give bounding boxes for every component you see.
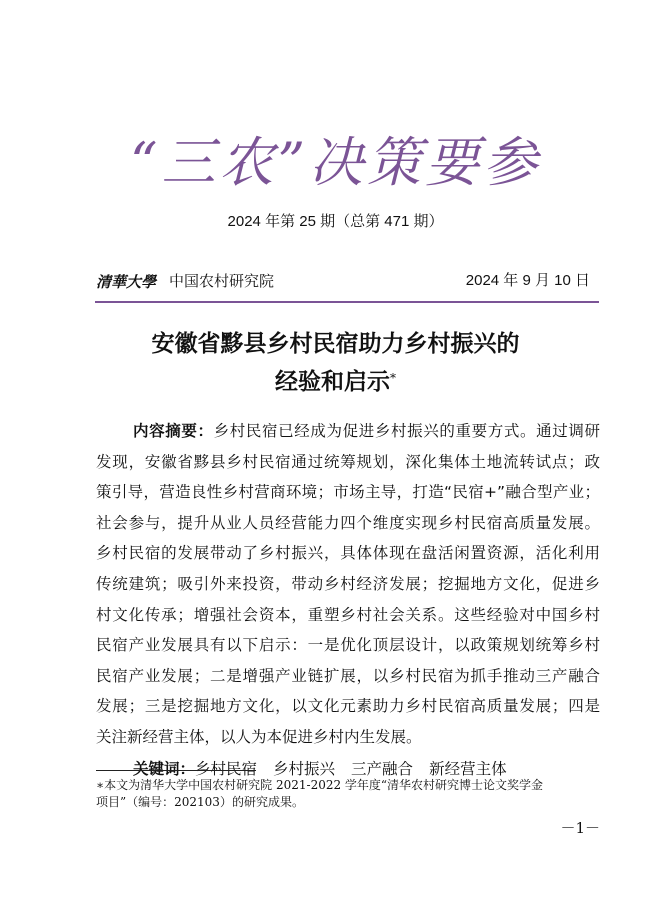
keyword-item: 三产融合: [351, 759, 414, 778]
keyword-item: 乡村振兴: [273, 759, 336, 778]
tsinghua-logo: [95, 269, 161, 293]
footnote-divider: [96, 770, 256, 771]
keywords-label: 关键词：: [133, 759, 196, 778]
keyword-item: 新经营主体: [429, 759, 507, 778]
abstract-line: 发展；三是挖掘地方文化，以文化元素助力乡村民宿高质量发展；四是: [96, 697, 600, 716]
abstract-line: 村文化传承；增强社会资本，重塑乡村社会关系。这些经验对中国乡村: [96, 605, 600, 624]
abstract-line: 关注新经营主体，以人为本促进乡村内生发展。: [96, 728, 422, 746]
abstract-line: 传统建筑；吸引外来投资，带动乡村经济发展；挖掘地方文化，促进乡: [96, 575, 600, 593]
footnote-marker: *: [390, 371, 396, 385]
abstract-text: 乡村民宿已经成为促进乡村振兴的重要方式。通过调研: [213, 422, 600, 440]
footnote-line2: 项目”（编号：202103）的研究成果。: [96, 795, 304, 809]
article-title-text2: 经验和启示: [275, 368, 390, 395]
abstract-line: [133, 420, 600, 442]
masthead-title: “三农”决策要参: [129, 131, 542, 194]
abstract-line: 民宿产业发展；二是增强产业链扩展，以乡村民宿为抓手推动三产融合: [96, 666, 600, 685]
footnote-line1: ∗本文为清华大学中国农村研究院 2021-2022 学年度“清华农村研究博士论文奖学金: [96, 778, 544, 792]
abstract-label: 内容摘要：: [133, 422, 214, 440]
article-title-line1: [0, 329, 671, 359]
header-divider: [95, 301, 599, 303]
organization-name: 中国农村研究院: [169, 272, 275, 290]
abstract-line: 社会参与，提升从业人员经营能力四个维度实现乡村民宿高质量发展。: [96, 513, 600, 532]
issue-date: 2024 年 9 月 10 日: [465, 272, 590, 289]
issue-number: 2024 年第 25 期（总第 471 期）: [227, 213, 444, 230]
abstract-line: 发现，安徽省黟县乡村民宿通过统筹规划，深化集体土地流转试点；政: [96, 452, 600, 471]
tsinghua-logo-text: 清華大學: [96, 273, 157, 291]
article-title-line2: [0, 367, 671, 397]
abstract-line: 策引导，营造良性乡村营商环境；市场主导，打造“民宿+”融合型产业；: [96, 483, 600, 502]
abstract-line: 民宿产业发展具有以下启示：一是优化顶层设计，以政策规划统筹乡村: [96, 636, 600, 655]
abstract-line: 乡村民宿的发展带动了乡村振兴，具体体现在盘活闲置资源，活化利用: [96, 544, 600, 563]
publisher-row: [95, 269, 598, 293]
page-number: －1－: [560, 819, 600, 837]
article-title-text1: 安徽省黟县乡村民宿助力乡村振兴的: [151, 330, 520, 357]
keyword-item: 乡村民宿: [195, 759, 258, 778]
